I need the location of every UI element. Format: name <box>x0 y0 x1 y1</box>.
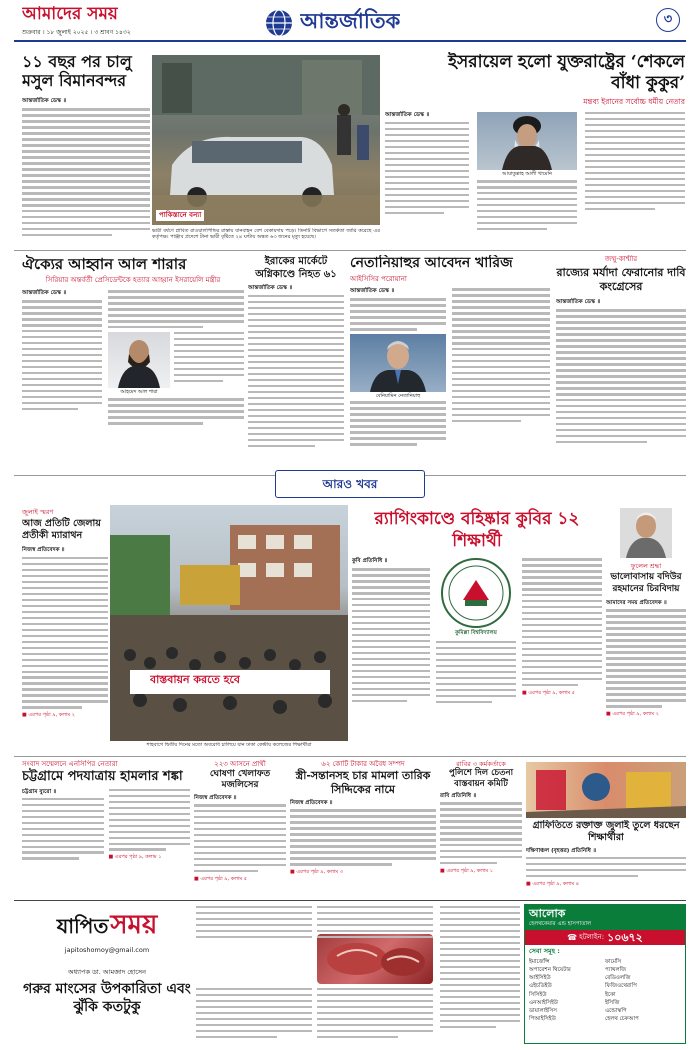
article-seats <box>194 760 286 898</box>
headline: নেতানিয়াহুর আবেদন খারিজ <box>350 255 513 271</box>
service-item: সিসিইউ <box>529 991 547 998</box>
hospital-sub: হেলথকেয়ার এন্ড হাসপাতাল <box>529 920 592 927</box>
pakistan-flood-photo <box>152 55 380 225</box>
jump-link[interactable]: ■ এরপর পৃষ্ঠা ৯, কলাম ২ <box>22 712 76 719</box>
masthead <box>0 0 700 42</box>
body-text <box>606 609 686 707</box>
service-item: ইকো <box>605 991 616 998</box>
headline: গ্রাফিতিতে রক্তাক্ত জুলাই তুলে ধরছেন শিক্ষার্থীরা <box>532 820 680 844</box>
headline: রাজ্যের মর্যাদা ফেরানোর দাবি কংগ্রেসের <box>556 265 686 294</box>
divider <box>14 900 686 901</box>
article-kashmir <box>556 255 686 465</box>
shahbag-protest-photo <box>110 505 348 741</box>
more-news-banner: আরও খবর <box>275 470 425 498</box>
badiul-photo <box>620 508 672 558</box>
dateline: নিজস্ব প্রতিবেদক ॥ <box>290 800 333 807</box>
jaapito-body-2 <box>440 906 520 1044</box>
headline: স্ত্রী-সন্তানসহ চার মামলা তারিক সিদ্দিকের নামে <box>295 768 431 797</box>
globe-icon <box>264 8 294 38</box>
service-item: হেলথ চেকআপ <box>605 1016 639 1023</box>
logo-text: কুমিল্লা বিশ্ববিদ্যালয় <box>455 630 497 637</box>
photo-caption: বেনিয়ামিন নেতানিয়াহু <box>375 393 421 400</box>
subhead: আইসিসির পরোয়ানা <box>350 274 407 283</box>
body-text <box>22 108 150 236</box>
divider <box>14 250 686 251</box>
dateline: দক্ষিণাঞ্চল (বৃহত্তর) প্রতিনিধি ॥ <box>526 847 597 854</box>
body-text-col3 <box>585 112 685 210</box>
body-text-col3 <box>522 558 602 686</box>
newspaper-logo: আমাদের সময় <box>22 4 118 24</box>
headline: ইরাকের মার্কেটে অগ্নিকাণ্ডে নিহত ৬১ <box>255 256 337 280</box>
photo-caption: আয়াতুল্লাহ আলী খামেনি <box>502 170 552 177</box>
pakistan-label: পাকিস্তানে বন্যা <box>156 210 204 221</box>
jump-link[interactable]: ■ এরপর পৃষ্ঠা ৯, কলাম ১ <box>440 868 493 875</box>
body-text-col2 <box>452 288 550 422</box>
email[interactable]: japitoshomoy@gmail.com <box>64 945 150 954</box>
jump-link[interactable]: ■ এরপর পৃষ্ঠা ৯, কলাম ৫ <box>522 689 575 696</box>
headline: পুলিশে দিল চেতনা বাস্তবায়ন কমিটি <box>448 768 514 790</box>
service-item: ডায়ালাইসিস <box>529 1008 557 1014</box>
meat-photo <box>317 934 433 984</box>
article-tarique <box>290 760 436 898</box>
kicker: রাবির ৩ কর্মকর্তাকে <box>456 760 506 768</box>
page-number: ৩ <box>656 8 680 32</box>
brand-part-2: সময় <box>110 910 158 940</box>
services-title: সেবা সমূহ : <box>529 947 560 956</box>
headline: ইসরায়েল হলো যুক্তরাষ্ট্রের ‘শেকলে বাঁধা কুকুর’ <box>448 52 685 94</box>
dateline: রাবি প্রতিনিধি ॥ <box>440 793 477 800</box>
dateline: আন্তর্জাতিক ডেস্ক ॥ <box>350 288 395 295</box>
dateline: আন্তর্জাতিক ডেস্ক ॥ <box>556 299 601 306</box>
hospital-name: আলোক <box>529 907 566 920</box>
service-item: ফিজিওথেরাপি <box>605 983 637 990</box>
dateline: আমাদের সময় প্রতিবেদক ॥ <box>606 599 667 606</box>
jaapito-body <box>196 906 436 1044</box>
services-list-right <box>605 958 681 1024</box>
hotline-number[interactable]: ১০৬৭২ <box>607 930 643 944</box>
protest-photo-caption: শাহবাগে দ্বিতীয় দিনের মতো অবরোধ চালিয়ে যান ঢাকা কেন্দ্রীয় কলেজের শিক্ষার্থীরা <box>146 742 312 748</box>
dateline: আন্তর্জাতিক ডেস্ক ॥ <box>22 290 67 297</box>
service-item: এইচডিইউ <box>529 983 552 990</box>
jump-link[interactable]: ■ এরপর পৃষ্ঠা ৯, কলাম ৩ <box>290 869 344 876</box>
headline: ১১ বছর পর চালু মসুল বিমানবন্দর <box>22 52 132 91</box>
protest-banner-text: বাস্তবায়ন করতে হবে <box>150 673 240 686</box>
hotline-label: হটলাইন: <box>579 933 605 942</box>
pakistan-caption: ভারী বর্ষণে প্লাবিত রাওয়ালপিন্ডির রাস্তায় যানবাহন বেশ বেকায়দায় পড়ে। তিনটি বিভাগে সতর্কতা জারি করেছে এর কর্তৃপক্ষ। পাঞ্জাব প্রদেশে টানা ভারী বৃষ্টিতে ২৪ ঘণ্টায় অন্তত ৬৩ জনের মৃত্যু হয়েছে। <box>152 228 380 241</box>
kicker: সংবাদ সম্মেলনে এনসিপির নেতারা <box>22 760 118 768</box>
jump-link[interactable]: ■ এরপর পৃষ্ঠা ৯, কলাম ৪ <box>526 880 579 887</box>
netanyahu-photo <box>350 334 446 392</box>
kicker: ফুলেল শ্রদ্ধা <box>630 562 662 570</box>
article-chattogram <box>22 760 190 898</box>
service-item: এনআইসিইউ <box>529 999 559 1006</box>
divider <box>14 756 686 757</box>
body-text-col1 <box>350 298 446 330</box>
article-netanyahu <box>350 255 550 465</box>
body-text-col1 <box>22 300 102 410</box>
subhead: সিরিয়ার অন্তর্বর্তী প্রেসিডেন্টকে হত্যার আহ্বান ইসরায়েলি মন্ত্রীর <box>45 275 221 284</box>
jump-link[interactable]: ■ এরপর পৃষ্ঠা ৯, কলাম ১ <box>108 854 162 861</box>
jump-link[interactable]: ■ এরপর পৃষ্ঠা ৯, কলাম ২ <box>606 711 660 718</box>
article-sharaa <box>22 255 244 465</box>
jaapito-somoy-box <box>22 903 192 1043</box>
headline: ঘোষণা খেলাফত মজলিসের <box>209 768 271 791</box>
headline: চট্টগ্রামে পদযাত্রায় হামলার শঙ্কা <box>22 768 183 784</box>
dateline: আন্তর্জাতিক ডেস্ক ॥ <box>248 285 293 291</box>
services-list-left <box>529 958 605 1024</box>
article-iraq <box>248 255 344 465</box>
service-item: আইসিইউ <box>529 975 551 981</box>
byline: অধ্যাপক ডা. আমজাদ হোসেন <box>68 967 146 976</box>
headline: আজ প্রতিটি জেলায় প্রতীকী ম্যারাথন <box>22 518 101 542</box>
article-mosul <box>22 52 150 247</box>
kicker: জম্মু-কাশ্মীর <box>604 255 638 263</box>
dateline: আন্তর্জাতিক ডেস্ক ॥ <box>22 98 67 105</box>
service-item: প্যাথলজি <box>605 966 627 973</box>
dateline: কুবি প্রতিনিধি ॥ <box>352 558 388 565</box>
kicker: ৬২ কোটি টাকার অবৈধ সম্পদ <box>321 760 405 768</box>
service-item: এন্ডোস্কপি <box>605 1008 627 1014</box>
service-item: ইমার্জেন্সি <box>529 958 550 965</box>
service-item: পিআইসিইউ <box>529 1016 556 1023</box>
graffiti-photo <box>526 762 686 818</box>
body-text <box>22 557 108 709</box>
service-item: ফার্মেসি <box>605 958 622 965</box>
body-text <box>556 309 686 443</box>
service-item: অপারেশন থিয়েটার <box>529 966 571 973</box>
kicker: জুলাই স্মরণ <box>22 508 54 516</box>
sharaa-photo <box>108 332 170 388</box>
dateline: নিজস্ব প্রতিবেদক ॥ <box>194 795 237 802</box>
dateline: নিজস্ব প্রতিবেদক ॥ <box>22 546 65 553</box>
headline: র‍্যাগিংকাণ্ডে বহিষ্কার কুবির ১২ শিক্ষার্থী <box>374 509 580 552</box>
phone-icon: ☎ <box>567 932 578 942</box>
headline: ভালোবাসায় বদিউর রহমানের চিরবিদায় <box>610 572 682 594</box>
body-text-col1 <box>385 122 469 214</box>
article-july-marathon <box>22 508 108 753</box>
dateline: আন্তর্জাতিক ডেস্ক ॥ <box>385 111 430 118</box>
masthead-rule <box>14 40 686 42</box>
service-item: রেডিওলজি <box>605 975 631 981</box>
edition-date: শুক্রবার । ১৮ জুলাই ২০২৫ । ৩ শ্রাবণ ১৪৩২ <box>22 29 131 36</box>
body-text <box>248 295 344 447</box>
article-committee <box>440 760 522 898</box>
dateline: চট্টগ্রাম ব্যুরো ॥ <box>22 788 57 795</box>
cou-logo <box>441 558 511 628</box>
article-israel <box>385 52 685 247</box>
service-item: ইসিজি <box>605 999 620 1006</box>
body-text-col2 <box>477 180 577 230</box>
body-text-col2 <box>108 290 244 328</box>
alok-hospital-ad <box>524 904 686 1044</box>
headline: ঐক্যের আহ্বান আল শারার <box>22 255 187 273</box>
brand-part-1: যাপিত <box>56 914 109 938</box>
headline: গরুর মাংসের উপকারিতা এবং ঝুঁকি কতটুকু <box>23 980 191 1015</box>
section-title: আন্তর্জাতিক <box>300 8 401 33</box>
article-ragging <box>352 508 602 753</box>
kicker: ২২৩ আসনে প্রার্থী <box>214 760 266 768</box>
subhead: মন্তব্য ইরানের সর্বোচ্চ ধর্মীয় নেতার <box>583 96 685 106</box>
jump-link[interactable]: ■ এরপর পৃষ্ঠা ৯, কলাম ৫ <box>194 875 247 882</box>
article-graffiti <box>526 820 686 898</box>
photo-caption: আহমেদ আল শারা <box>120 389 158 396</box>
body-text-col1 <box>352 568 430 702</box>
article-badiul <box>606 508 686 753</box>
khamenei-photo <box>477 112 577 170</box>
